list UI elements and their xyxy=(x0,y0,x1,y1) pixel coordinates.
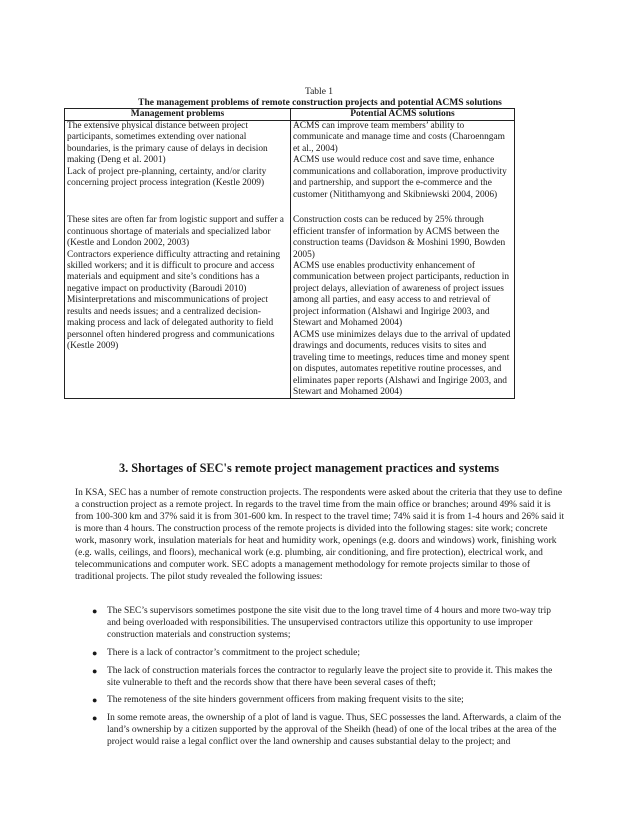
problem-text: These sites are often far from logistic support and suffer a continuous shortage of materials and specialized labor (Kestle and London 2002, 2003) xyxy=(67,215,284,249)
table-row xyxy=(65,121,515,216)
list-item-text: There is a lack of contractor’s commitment to the project schedule; xyxy=(107,647,360,658)
bullet-icon: ● xyxy=(92,695,98,706)
solution-text: Construction costs can be reduced by 25% through efficient transfer of information by ACMS between the construction teams (Davidson & Moshini 1990, Bowden 2005) xyxy=(293,215,506,260)
solution-text: ACMS use enables productivity enhancement of communication between project participants, reduction in project delays, alleviation of awareness of project issues among all parties, and easy access to and retrieval of project information (Alshawi and Ingirige 2003, and Stewart and Mohamed 2004) xyxy=(293,260,510,329)
list-item-text: The SEC’s supervisors sometimes postpone the site visit due to the long travel time of 4 hours and more two-way trip and being overloaded with responsibilities. The unsupervised contractors utilize this opportunity to use improper construction materials and construction systems; xyxy=(107,606,552,640)
table-title: The management problems of remote construction projects and potential ACMS solutions xyxy=(138,98,502,108)
solutions-cell xyxy=(291,121,515,216)
bullet-icon: ● xyxy=(92,647,98,658)
problem-text: Misinterpretations and miscommunications of project results and needs issues; and a centralized decision-making process and lack of delegated authority to field personnel often hindered progress and communications (Kestle 2009) xyxy=(67,295,275,352)
section-heading: 3. Shortages of SEC's remote project management practices and systems xyxy=(119,461,500,475)
bullet-icon: ● xyxy=(92,606,98,616)
problems-solutions-table xyxy=(64,108,515,399)
bullet-icon: ● xyxy=(92,713,98,724)
problems-cell xyxy=(65,215,291,399)
problem-text: The extensive physical distance between project participants, sometimes extending over national boundaries, is the primary cause of delays in decision making (Deng et al. 2001) xyxy=(67,121,268,166)
list-item-text: The remoteness of the site hinders government officers from making frequent visits to the site; xyxy=(107,695,464,706)
list-item xyxy=(92,713,564,749)
table-label: Table 1 xyxy=(304,87,334,97)
list-item xyxy=(92,606,564,642)
table-header-row xyxy=(65,109,515,121)
problem-text: Contractors experience difficulty attracting and retaining skilled workers; and it is difficult to procure and access materials and equipment and site’s conditions has a negative impact on productivity (Baroudi 2010) xyxy=(67,249,281,294)
table-row xyxy=(65,215,515,399)
list-item xyxy=(92,647,564,660)
solutions-cell xyxy=(291,215,515,399)
list-item xyxy=(92,695,564,707)
problem-text: Lack of project pre-planning, certainty, and/or clarity concerning project process integration (Kestle 2009) xyxy=(67,166,267,189)
solution-text: ACMS use would reduce cost and save time, enhance communications and collaboration, improve productivity and partnership, and support the e-commerce and the customer (Nitithamyong and Skibniewski 2004, 2006) xyxy=(293,155,507,200)
issues-list xyxy=(92,606,564,755)
body-paragraph: In KSA, SEC has a number of remote construction projects. The respondents were asked about the criteria that they use to define a construction project as a remote project. In regards to the travel time from the main office or branches; around 49% said it is from 100-300 km and 37% said it is from 301-600 km. In respect to the travel time; 74% said it is from 1-4 hours and 26% said it is more than 4 hours. The construction process of the remote projects is divided into the following stages: site work; concrete work, masonry work, insulation materials for heat and humidity work, openings (e.g. doors and windows) work, finishing work (e.g. walls, ceilings, and floors), mechanical work (e.g. plumbing, air conditioning, and fire protection), electrical work, and telecommunications and computer work. SEC adopts a management methodology for remote projects similar to those of traditional projects. The pilot study revealed the following issues: xyxy=(75,488,565,582)
bullet-icon: ● xyxy=(92,665,98,676)
column-header-solutions: Potential ACMS solutions xyxy=(291,109,515,121)
list-item-text: In some remote areas, the ownership of a plot of land is vague. Thus, SEC possesses the land. Afterwards, a claim of the land’s ownership by a citizen supported by the approval of the Sheikh (head) of one of the local tribes at the area of the project would raise a legal conflict over the land ownership and causes substantial delay to the project; and xyxy=(107,713,562,748)
list-item-text: The lack of construction materials forces the contractor to regularly leave the project site to provide it. This makes the site vulnerable to theft and the records show that there have been several cases of theft; xyxy=(107,665,553,688)
column-header-problems: Management problems xyxy=(65,109,291,121)
solution-text: ACMS use minimizes delays due to the arrival of updated drawings and documents, reduces visits to sites and traveling time to meetings, reduces time and money spent on disputes, automates repetitive routine processes, and eliminates paper reports (Alshawi and Ingirige 2003, and Stewart and Mohamed 2004) xyxy=(293,329,511,397)
list-item xyxy=(92,665,564,690)
solution-text: ACMS can improve team members’ ability to communicate and manage time and costs (Charoenngam et al., 2004) xyxy=(293,121,505,154)
problems-cell xyxy=(65,121,291,216)
